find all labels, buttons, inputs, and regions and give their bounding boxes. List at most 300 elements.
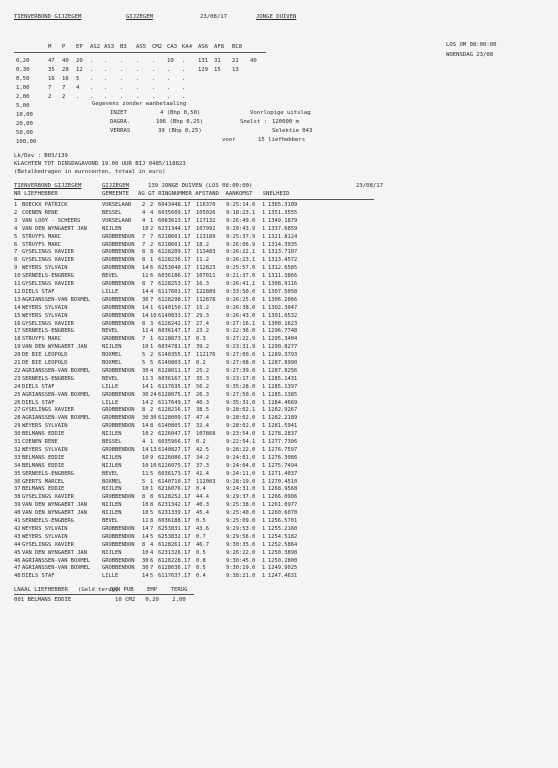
table-cell: WEYERS SYLVAIN bbox=[22, 533, 68, 540]
table-cell: GROBBENDON bbox=[102, 533, 135, 540]
table-cell: 5 bbox=[142, 360, 146, 366]
table-cell: STRUYFS MARC bbox=[22, 233, 61, 240]
table-cell: 2 bbox=[150, 352, 154, 359]
table-cell: 112878 bbox=[196, 296, 216, 303]
table-cell: 29.3 bbox=[196, 312, 209, 319]
table-cell: 1311.3866 bbox=[268, 273, 298, 280]
stakes-col-header: P bbox=[62, 44, 66, 50]
table-cell: 1 bbox=[262, 312, 266, 319]
table-cell: 9:22:36.0 bbox=[226, 328, 256, 335]
table-cell: DIELS STAF bbox=[22, 573, 55, 580]
table-cell: 0.3 bbox=[196, 336, 206, 343]
table-cell: GROBBENDON bbox=[102, 565, 135, 572]
table-cell: 107992 bbox=[196, 225, 216, 232]
table-cell: 9:30:19.0 bbox=[226, 565, 256, 572]
table-cell: 21 bbox=[14, 360, 21, 366]
table-cell: 1 bbox=[262, 225, 266, 232]
snelst-label: Snelst : bbox=[240, 119, 267, 125]
table-cell: 112176 bbox=[196, 352, 216, 359]
table-row bbox=[0, 541, 558, 549]
table-cell: 2 bbox=[150, 202, 154, 208]
table-cell: 1277.7306 bbox=[268, 439, 298, 445]
table-cell: 6128075.17 bbox=[158, 391, 191, 398]
table-cell: 37 bbox=[14, 486, 21, 493]
table-cell: 10 bbox=[142, 462, 149, 469]
stake-cell: . bbox=[90, 67, 94, 73]
table-cell: 1365.3109 bbox=[268, 202, 298, 208]
table-cell: 6117635.17 bbox=[158, 383, 191, 390]
table-cell: 42 bbox=[14, 525, 21, 532]
table-cell: 9:26:43.0 bbox=[226, 312, 256, 319]
table-cell: GROBBENDON bbox=[102, 407, 135, 414]
table-cell: 14 bbox=[14, 304, 21, 311]
table-cell: 1285.1397 bbox=[268, 383, 298, 390]
table-cell: 9:24:04.0 bbox=[226, 462, 256, 469]
table-cell: 43 bbox=[14, 533, 21, 540]
stake-cell: . bbox=[136, 85, 140, 91]
table-cell: 1266.0906 bbox=[268, 494, 298, 501]
table-cell: 1306.2066 bbox=[268, 296, 298, 303]
table-cell: 9:24:31.0 bbox=[226, 486, 256, 493]
table-cell: 8 bbox=[142, 494, 146, 501]
table-cell: BOXMEL bbox=[102, 360, 122, 366]
table-cell: 20 bbox=[14, 352, 21, 359]
table-cell: WEYERS SYLVAIN bbox=[22, 525, 68, 532]
table-cell: WEYERS SYLVAIN bbox=[22, 265, 68, 272]
stake-cell: . bbox=[167, 76, 171, 82]
table-cell: 6140827.17 bbox=[158, 446, 191, 453]
table-cell: BESSEL bbox=[102, 209, 122, 216]
table-cell: 9:30:35.0 bbox=[226, 541, 256, 548]
table-cell: 11.2 bbox=[196, 257, 209, 264]
table-cell: 5 bbox=[150, 533, 154, 540]
table-cell: 1 bbox=[262, 296, 266, 303]
table-cell: 1 bbox=[262, 320, 266, 327]
table-cell: WEYERS SYLVAIN bbox=[22, 304, 68, 311]
table-cell: 10 bbox=[142, 486, 149, 493]
table-cell: 9:26:06.9 bbox=[226, 241, 256, 248]
table-cell: 45 bbox=[14, 549, 21, 556]
table-cell: 24 bbox=[14, 383, 21, 390]
table-cell: WEYERS SYLVAIN bbox=[22, 312, 68, 319]
table-cell: 19 bbox=[14, 344, 21, 351]
table-cell: 9:28:02.0 bbox=[226, 423, 256, 430]
table-cell: BEVEL bbox=[102, 375, 119, 382]
table-cell: 1 bbox=[262, 494, 266, 501]
table-cell: 1282.9267 bbox=[268, 407, 298, 414]
table-cell: 6253831.17 bbox=[158, 525, 191, 532]
stake-cell: . bbox=[104, 94, 108, 100]
stake-cell: . bbox=[136, 58, 140, 64]
table-cell: GROBBENDON bbox=[102, 391, 135, 398]
table-cell: 7 bbox=[150, 565, 154, 572]
table-cell: 4 bbox=[142, 439, 146, 445]
table-cell: 9:20:43.9 bbox=[226, 225, 256, 232]
table-cell: 30 bbox=[142, 557, 149, 564]
table-cell: 117132 bbox=[196, 217, 216, 224]
table-cell: 9:29:53.0 bbox=[226, 525, 256, 532]
table-date: 23/08/17 bbox=[356, 183, 383, 189]
table-club: TIENVERBOND GIJZEGEM bbox=[14, 183, 82, 189]
table-cell: 1300.1623 bbox=[268, 320, 298, 327]
table-cell: 8 bbox=[142, 281, 146, 287]
table-cell: 0.2 bbox=[196, 360, 206, 366]
table-cell: 11 bbox=[14, 281, 21, 287]
table-cell: 1 bbox=[262, 518, 266, 524]
table-cell: 14 bbox=[142, 446, 149, 453]
table-cell: 9:25:09.0 bbox=[226, 518, 256, 524]
voor-value: 15 liefhebbers bbox=[258, 137, 306, 143]
table-row bbox=[0, 414, 558, 422]
table-cell: 6036147.17 bbox=[158, 328, 191, 335]
table-cell: 113483 bbox=[196, 249, 216, 256]
table-cell: GROBBENDON bbox=[102, 257, 135, 264]
table-cell: 7 bbox=[150, 233, 154, 240]
table-cell: 11 bbox=[142, 273, 149, 280]
stake-cell: 40 bbox=[62, 58, 69, 64]
table-cell: 18.2 bbox=[196, 241, 209, 248]
table-cell: GYSELINGS XAVIER bbox=[22, 494, 74, 501]
table-cell: 8 bbox=[150, 518, 154, 524]
table-cell: WEYERS SYLVAIN bbox=[22, 423, 68, 430]
table-cell: LILLE bbox=[102, 288, 119, 295]
table-cell: 5 bbox=[150, 470, 154, 477]
table-cell: BOXMEL bbox=[102, 478, 122, 485]
table-row bbox=[0, 564, 558, 572]
table-row bbox=[0, 312, 558, 320]
table-cell: 6035966.17 bbox=[158, 439, 191, 445]
stake-cell: . bbox=[152, 85, 156, 91]
table-row bbox=[0, 256, 558, 264]
table-cell: 1321.8124 bbox=[268, 233, 298, 240]
table-cell: 9:35:28.0 bbox=[226, 383, 256, 390]
table-cell: 9:21:37.0 bbox=[226, 273, 256, 280]
table-cell: 10 bbox=[14, 273, 21, 280]
table-cell: 40.3 bbox=[196, 502, 209, 509]
table-cell: 38 bbox=[14, 494, 21, 501]
table-cell: 1 bbox=[262, 233, 266, 240]
table-cell: 1 bbox=[262, 423, 266, 430]
dagra-value: 106 (Bhp 0,25) bbox=[156, 119, 204, 125]
col-liefhebber: NR LIEFHEBBER bbox=[14, 191, 58, 197]
table-cell: 1 bbox=[262, 407, 266, 414]
stake-cell: 129 bbox=[198, 67, 209, 73]
stake-cell: . bbox=[182, 58, 186, 64]
table-cell: COENEN RENE bbox=[22, 439, 58, 445]
table-row bbox=[0, 335, 558, 343]
stake-cell: . bbox=[136, 76, 140, 82]
table-cell: 1 bbox=[262, 383, 266, 390]
table-cell: 1285.1385 bbox=[268, 391, 298, 398]
table-cell: 6128242.17 bbox=[158, 320, 191, 327]
table-row bbox=[0, 296, 558, 304]
table-cell: GEERTS MARCEL bbox=[22, 478, 65, 485]
table-cell: 6231344.17 bbox=[158, 225, 191, 232]
table-cell: 9:25:38.0 bbox=[226, 502, 256, 509]
table-cell: 6128209.17 bbox=[158, 249, 191, 256]
footer-row: 001 BELMANS EDDIE 10 CM2 0,20 2,00 bbox=[14, 597, 186, 603]
table-cell: VAN DEN WYNGAERT JAN bbox=[22, 225, 87, 232]
table-cell: 1250.3898 bbox=[268, 549, 298, 556]
table-cell: 1255.2160 bbox=[268, 525, 298, 532]
table-cell: 1 bbox=[150, 336, 154, 343]
stake-cell: . bbox=[104, 67, 108, 73]
table-cell: 6218601.17 bbox=[158, 241, 191, 248]
table-cell: 6035609.17 bbox=[158, 209, 191, 216]
stake-cell: 131 bbox=[198, 58, 209, 64]
table-cell: 7 bbox=[14, 249, 18, 256]
table-cell: 6231339.17 bbox=[158, 510, 191, 517]
table-cell: LILLE bbox=[102, 573, 119, 580]
table-cell: 0.5 bbox=[196, 549, 206, 556]
table-cell: 1 bbox=[262, 241, 266, 248]
table-cell: 47.4 bbox=[196, 415, 209, 422]
table-cell: 10 bbox=[150, 312, 157, 319]
table-cell: AGRIANSSEN-VAN BOXMEL bbox=[22, 415, 91, 422]
club-name: TIENVERBOND GIJZEGEM bbox=[14, 14, 82, 20]
table-cell: 1295.3404 bbox=[268, 336, 298, 343]
table-cell: 1 bbox=[262, 525, 266, 532]
table-row bbox=[0, 478, 558, 486]
table-cell: 2 bbox=[150, 241, 154, 248]
table-cell: 4 bbox=[150, 328, 154, 335]
table-cell: 6226047.17 bbox=[158, 431, 191, 438]
table-cell: 3 bbox=[14, 217, 18, 224]
table-row bbox=[0, 359, 558, 367]
table-cell: GROBBENDON bbox=[102, 557, 135, 564]
table-row bbox=[0, 320, 558, 328]
stake-label: 100,00 bbox=[16, 139, 37, 145]
verras-label: VERRAS bbox=[110, 128, 131, 134]
table-cell: 2 bbox=[150, 407, 154, 414]
col-rest: AG GT RINGNUMMER AFSTAND AANKOMST SNELHEID bbox=[138, 191, 290, 197]
table-row bbox=[0, 493, 558, 501]
table-cell: 9:27:50.0 bbox=[226, 391, 256, 398]
table-cell: GYSELINGS XAVIER bbox=[22, 257, 74, 264]
stake-cell: . bbox=[90, 76, 94, 82]
table-cell: 0.4 bbox=[196, 573, 206, 580]
table-cell: GROBBENDON bbox=[102, 249, 135, 256]
table-cell: 1287.8256 bbox=[268, 367, 298, 374]
stake-cell: . bbox=[152, 67, 156, 73]
table-cell: 1351.3555 bbox=[268, 209, 298, 216]
table-cell: 9:22:54.1 bbox=[226, 439, 256, 445]
table-cell: 1 bbox=[262, 439, 266, 445]
stake-cell: 7 bbox=[62, 85, 66, 91]
stake-cell: . bbox=[90, 85, 94, 91]
stake-cell: . bbox=[182, 94, 186, 100]
table-cell: 30 bbox=[142, 296, 149, 303]
stake-cell: 15 bbox=[214, 67, 221, 73]
table-cell: GYSELINGS XAVIER bbox=[22, 320, 74, 327]
stake-cell: . bbox=[167, 94, 171, 100]
table-cell: 1 bbox=[262, 375, 266, 382]
table-row bbox=[0, 241, 558, 249]
table-cell: BELMANS EDDIE bbox=[22, 431, 65, 438]
table-cell: 9:28:22.0 bbox=[226, 446, 256, 453]
stake-cell: . bbox=[182, 67, 186, 73]
stake-cell: . bbox=[152, 76, 156, 82]
table-cell: 9:28:02.0 bbox=[226, 415, 256, 422]
table-cell: 14 bbox=[142, 399, 149, 406]
table-cell: 1 bbox=[150, 217, 154, 224]
stakes-col-header: CA3 bbox=[167, 44, 178, 50]
stakes-col-header: AS6 bbox=[198, 44, 209, 50]
table-row bbox=[0, 343, 558, 351]
table-cell: VAN DEN WYNGAERT JAN bbox=[22, 344, 87, 351]
table-cell: 9:23:54.0 bbox=[226, 431, 256, 438]
col-gemeente: GEMEENTE bbox=[102, 191, 129, 197]
table-row bbox=[0, 509, 558, 517]
table-cell: 1 bbox=[262, 391, 266, 398]
stake-cell: . bbox=[152, 58, 156, 64]
table-cell: 36 bbox=[14, 478, 21, 485]
stake-cell: . bbox=[136, 94, 140, 100]
table-cell: AGRIANSSEN-VAN BOXMEL bbox=[22, 367, 91, 374]
table-cell: 6140710.17 bbox=[158, 478, 191, 485]
table-cell: 6128298.17 bbox=[158, 296, 191, 303]
table-cell: 1 bbox=[262, 344, 266, 351]
table-cell: 4 bbox=[150, 541, 154, 548]
table-cell: 1 bbox=[14, 202, 18, 208]
table-cell: 7 bbox=[150, 281, 154, 287]
table-row bbox=[0, 248, 558, 256]
table-row bbox=[0, 280, 558, 288]
table-cell: 34 bbox=[14, 462, 21, 469]
verras-value: 39 (Bhp 0,25) bbox=[158, 128, 202, 134]
table-cell: 9:27:16.1 bbox=[226, 320, 256, 327]
table-cell: 6128011.17 bbox=[158, 367, 191, 374]
table-rule bbox=[14, 199, 374, 200]
race-date: 23/08/17 bbox=[200, 14, 227, 20]
stakes-col-header: B3 bbox=[120, 44, 127, 50]
table-cell: 10 bbox=[150, 462, 157, 469]
table-cell: 8 bbox=[150, 423, 154, 430]
table-cell: AGRIANSSEN-VAN BOXMEL bbox=[22, 557, 91, 564]
table-cell: 1 bbox=[262, 446, 266, 453]
table-cell: GROBBENDON bbox=[102, 312, 135, 319]
table-cell: 9:25:14.0 bbox=[226, 202, 256, 208]
table-cell: 8 bbox=[150, 494, 154, 501]
table-cell: 1 bbox=[262, 549, 266, 556]
table-cell: 38.5 bbox=[196, 407, 209, 414]
stake-cell: 28 bbox=[62, 67, 69, 73]
table-cell: BEVEL bbox=[102, 273, 119, 280]
notes-currency: (Betalbedragen in eurocenten, totaal in euro) bbox=[14, 169, 166, 175]
table-cell: 6117637.17 bbox=[158, 573, 191, 580]
table-cell: 0.4 bbox=[196, 486, 206, 493]
table-cell: 14 bbox=[142, 265, 149, 272]
table-row bbox=[0, 430, 558, 438]
stats-line1: Gegevens zonder wanbetaaling bbox=[92, 101, 187, 107]
table-cell: 39.2 bbox=[196, 344, 209, 351]
table-cell: 40.3 bbox=[196, 399, 209, 406]
stakes-col-header: EP bbox=[76, 44, 83, 50]
table-cell: BOECKX PATRICK bbox=[22, 202, 68, 208]
table-cell: 5 bbox=[150, 510, 154, 517]
table-cell: 6036186.17 bbox=[158, 273, 191, 280]
table-cell: SERNEELS-ENGBERG bbox=[22, 518, 74, 524]
footer-rule bbox=[14, 594, 194, 595]
table-cell: 14 bbox=[142, 304, 149, 311]
table-cell: GROBBENDON bbox=[102, 320, 135, 327]
table-cell: 9:30:45.0 bbox=[226, 557, 256, 564]
stake-cell: 12 bbox=[76, 67, 83, 73]
table-cell: 1252.5864 bbox=[268, 541, 298, 548]
table-cell: 37.3 bbox=[196, 462, 209, 469]
table-cell: 1 bbox=[262, 209, 266, 216]
table-cell: 1314.3935 bbox=[268, 241, 298, 248]
table-cell: 1290.8277 bbox=[268, 344, 298, 351]
table-cell: 9:27:39.0 bbox=[226, 367, 256, 374]
table-cell: 1 bbox=[150, 439, 154, 445]
table-cell: 1 bbox=[262, 265, 266, 272]
table-row bbox=[0, 470, 558, 478]
table-cell: 1 bbox=[262, 352, 266, 359]
table-cell: 6231326.17 bbox=[158, 549, 191, 556]
table-cell: 6128252.17 bbox=[158, 494, 191, 501]
table-cell: 1 bbox=[150, 344, 154, 351]
table-cell: 0.5 bbox=[196, 565, 206, 572]
table-cell: 31 bbox=[14, 439, 21, 445]
table-cell: LILLE bbox=[102, 383, 119, 390]
table-cell: 28 bbox=[14, 415, 21, 422]
stake-label: 5,00 bbox=[16, 103, 30, 109]
table-row bbox=[0, 446, 558, 454]
table-cell: 56.2 bbox=[196, 383, 209, 390]
table-cell: 13 bbox=[14, 296, 21, 303]
table-cell: GROBBENDON bbox=[102, 525, 135, 532]
table-cell: 3 bbox=[150, 320, 154, 327]
table-cell: 10 bbox=[142, 502, 149, 509]
stake-cell: 10 bbox=[167, 58, 174, 64]
table-cell: 9:26:49.0 bbox=[226, 217, 256, 224]
table-cell: DE BIE LEOPOLD bbox=[22, 352, 68, 359]
table-row bbox=[0, 391, 558, 399]
table-cell: 1 bbox=[262, 217, 266, 224]
stake-cell: . bbox=[120, 67, 124, 73]
table-cell: COENEN RENE bbox=[22, 209, 58, 216]
stake-cell: 2 bbox=[62, 94, 66, 100]
table-cell: 9:27:22.9 bbox=[226, 336, 256, 343]
table-row bbox=[0, 201, 558, 209]
table-cell: 29 bbox=[14, 423, 21, 430]
table-cell: 1 bbox=[150, 304, 154, 311]
stake-cell: 35 bbox=[48, 67, 55, 73]
table-cell: 1271.4037 bbox=[268, 470, 298, 477]
table-cell: 9:25:40.0 bbox=[226, 510, 256, 517]
stake-cell: . bbox=[167, 85, 171, 91]
table-cell: BELMANS EDDIE bbox=[22, 454, 65, 461]
table-cell: 1287.8990 bbox=[268, 360, 298, 366]
table-cell: 7 bbox=[142, 336, 146, 343]
stake-cell: 16 bbox=[62, 76, 69, 82]
table-cell: 1337.6859 bbox=[268, 225, 298, 232]
table-cell: 2 bbox=[14, 209, 18, 216]
table-cell: 1 bbox=[150, 486, 154, 493]
stake-cell: . bbox=[120, 94, 124, 100]
table-cell: 7 bbox=[142, 241, 146, 248]
table-cell: 1 bbox=[262, 281, 266, 287]
stake-cell: 31 bbox=[214, 58, 221, 64]
stake-cell: 47 bbox=[48, 58, 55, 64]
table-cell: 1281.5941 bbox=[268, 423, 298, 430]
stakes-col-header: AS5 bbox=[136, 44, 147, 50]
table-cell: 9:33:50.0 bbox=[226, 288, 256, 295]
table-cell: 9:18:23.1 bbox=[226, 209, 256, 216]
table-cell: 6128228.17 bbox=[158, 557, 191, 564]
table-cell: 1308.9116 bbox=[268, 281, 298, 287]
